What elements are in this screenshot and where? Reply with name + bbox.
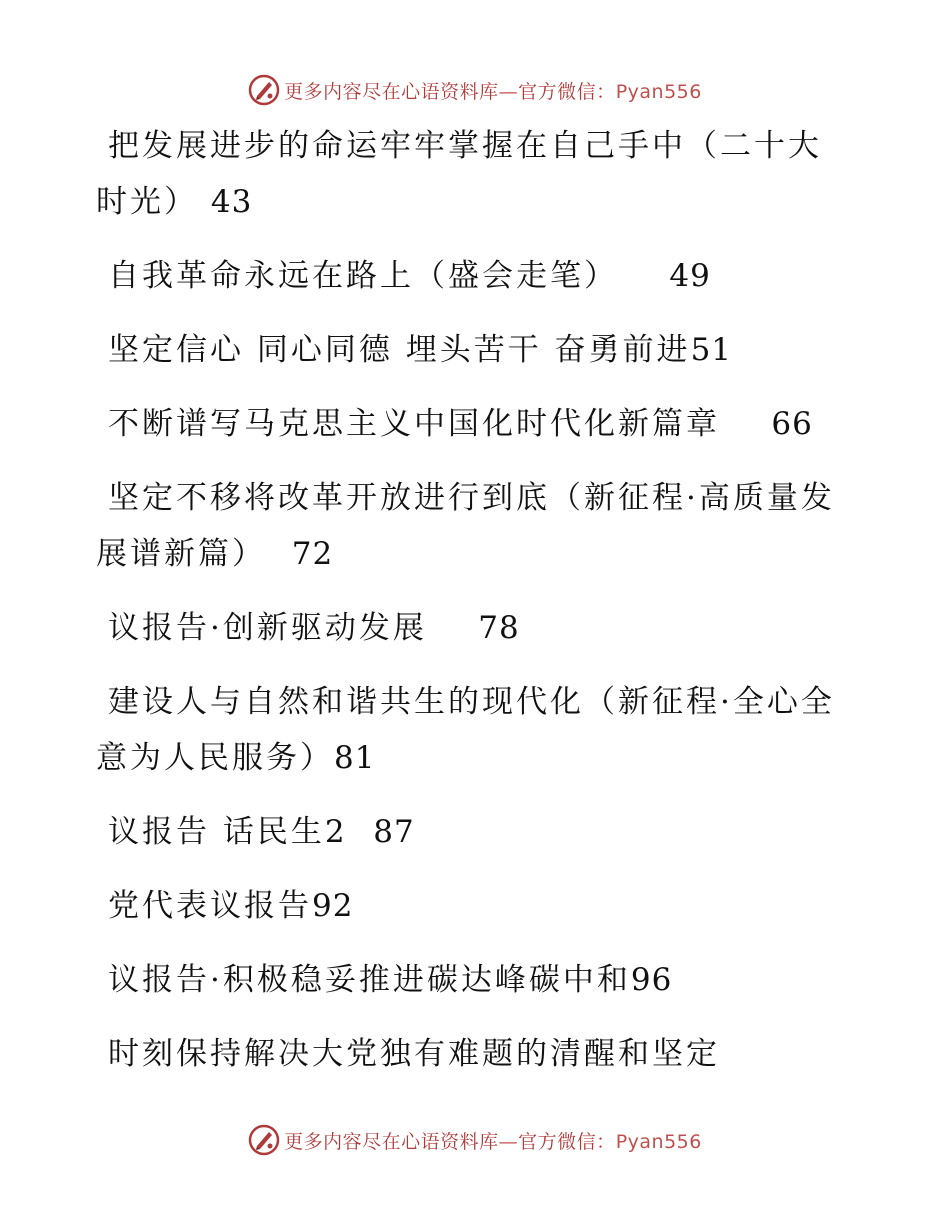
toc-entry-title: 议报告·积极稳妥推进碳达峰碳中和: [108, 962, 631, 998]
toc-entry-spacer: [427, 610, 478, 646]
toc-entry-page: 51: [690, 332, 733, 368]
toc-entry-title: 时刻保持解决大党独有难题的清醒和坚定: [108, 1036, 720, 1072]
watermark-wechat-id: Pyan556: [615, 80, 702, 103]
toc-entry: [96, 1026, 836, 1082]
watermark-group: [248, 1124, 702, 1156]
toc-entry-title: 党代表议报告: [108, 888, 312, 924]
toc-entry-spacer: [266, 536, 292, 572]
quill-pen-logo-icon: [248, 74, 280, 106]
toc-entry: [96, 396, 836, 452]
toc-entry: [96, 118, 836, 230]
watermark-text: [284, 77, 702, 104]
watermark-wechat-id: Pyan556: [615, 1130, 702, 1153]
toc-entry-page: 43: [210, 184, 253, 220]
toc-entry-spacer: [348, 814, 374, 850]
toc-entry-title: 不断谱写马克思主义中国化时代化新篇章: [108, 406, 720, 442]
toc-entry-title: 建设人与自然和谐共生的现代化（新征程·全心全意为人民服务）: [96, 684, 835, 776]
watermark-separator: —: [498, 1130, 519, 1153]
footer-watermark: [0, 1120, 950, 1160]
toc-entry-title: 坚定不移将改革开放进行到底（新征程·高质量发展谱新篇）: [96, 480, 835, 572]
toc-entry-title: 自我革命永远在路上（盛会走笔）: [108, 258, 618, 294]
toc-entry-page: 81: [334, 740, 376, 776]
toc-entry-title: 坚定信心 同心同德 埋头苦干 奋勇前进: [108, 332, 691, 368]
toc-entry-title: 议报告·创新驱动发展: [108, 610, 427, 646]
toc-entry: [96, 470, 836, 582]
toc-entry: [96, 952, 836, 1008]
toc-entry: [96, 248, 836, 304]
watermark-wechat-label: 官方微信：: [518, 80, 616, 103]
toc-entry-page: 78: [478, 610, 520, 646]
watermark-slogan: 更多内容尽在心语资料库: [284, 80, 499, 103]
toc-entry: [96, 674, 836, 786]
toc-list: [96, 118, 836, 1100]
watermark-separator: —: [498, 80, 519, 103]
watermark-group: [248, 74, 702, 106]
watermark-slogan: 更多内容尽在心语资料库: [284, 1130, 499, 1153]
toc-entry: [96, 600, 836, 656]
toc-entry: [96, 804, 836, 860]
header-watermark: [0, 70, 950, 110]
toc-entry: [96, 878, 836, 934]
quill-pen-logo-icon: [248, 1124, 280, 1156]
toc-entry-page: 87: [373, 814, 415, 850]
toc-entry-spacer: [720, 406, 771, 442]
toc-entry-page: 96: [630, 962, 673, 998]
watermark-text: [284, 1127, 702, 1154]
toc-entry-page: 49: [669, 258, 711, 294]
toc-entry-page: 72: [291, 536, 334, 572]
toc-entry: [96, 322, 836, 378]
watermark-wechat-label: 官方微信：: [518, 1130, 616, 1153]
toc-entry-spacer: [198, 184, 211, 220]
toc-entry-page: 92: [312, 888, 354, 924]
toc-entry-page: 66: [771, 406, 813, 442]
toc-entry-spacer: [618, 258, 669, 294]
toc-entry-title: 把发展进步的命运牢牢掌握在自己手中（二十大时光）: [96, 128, 822, 220]
toc-entry-title: 议报告 话民生2: [108, 814, 348, 850]
